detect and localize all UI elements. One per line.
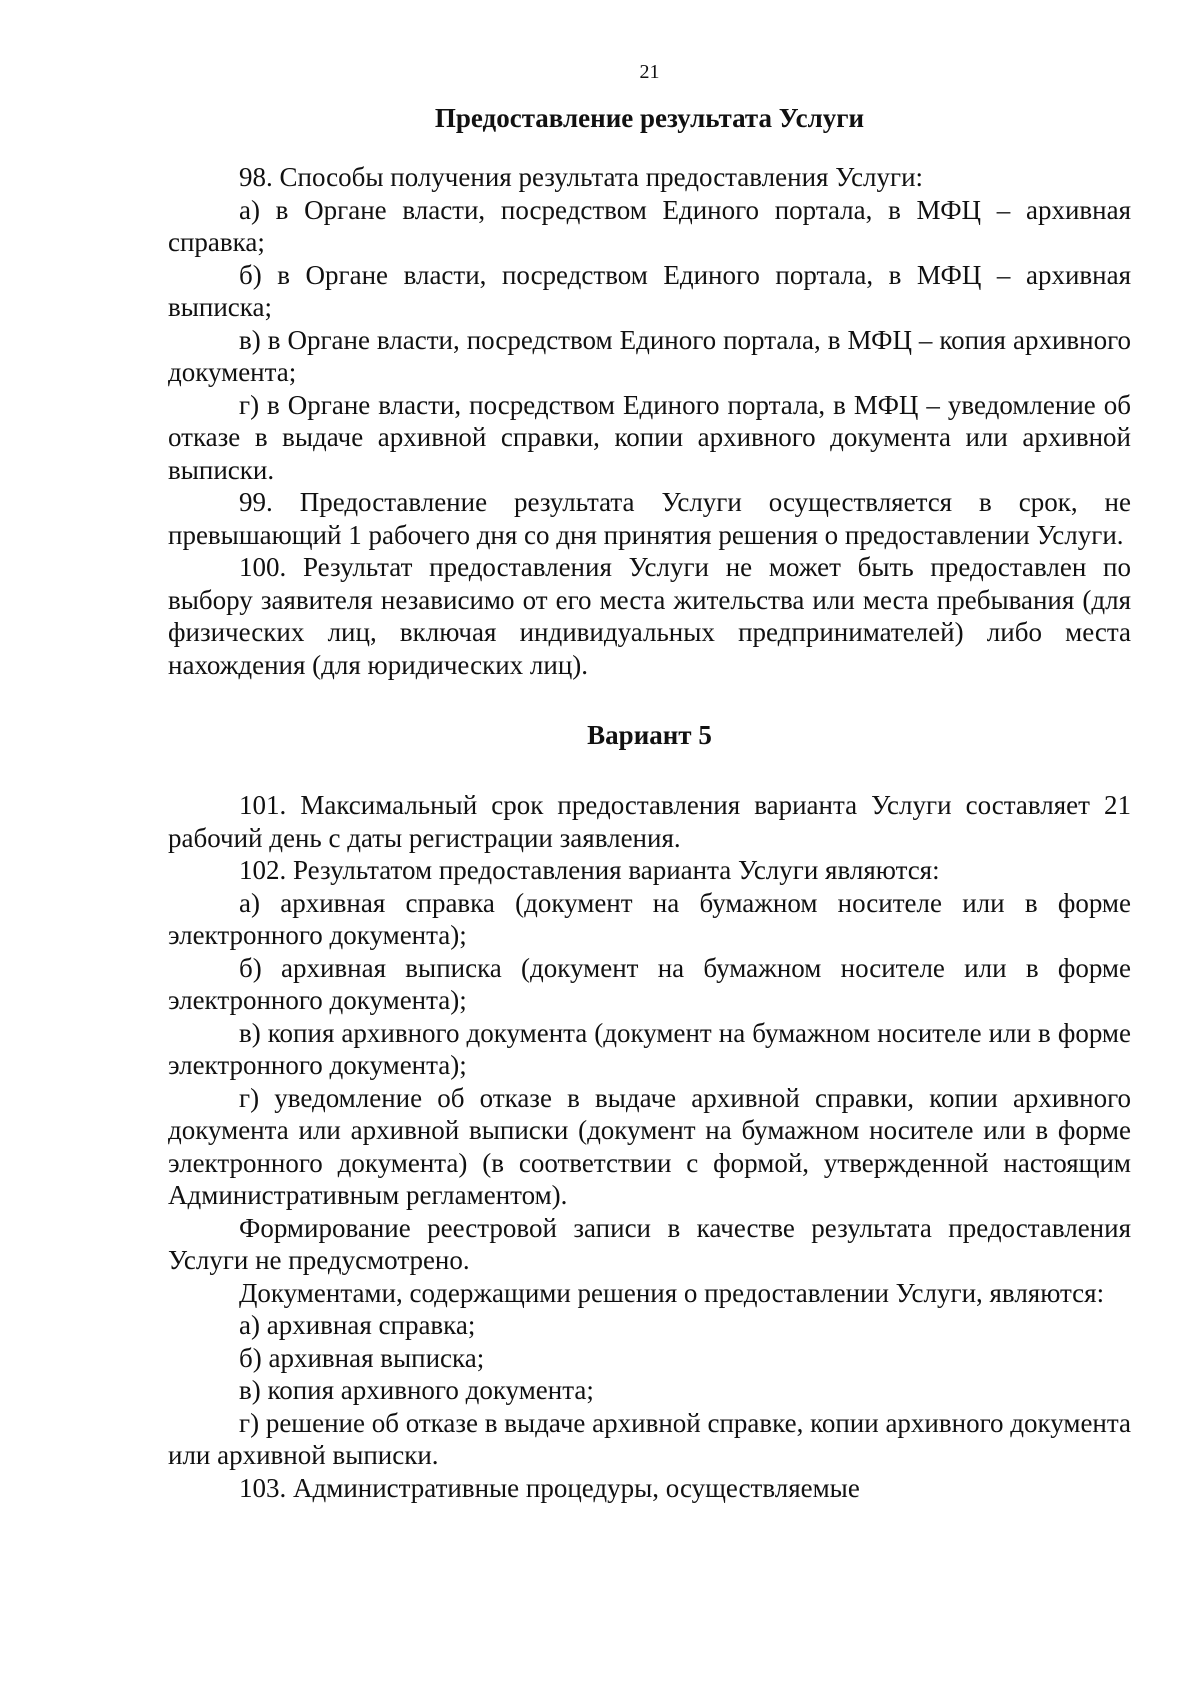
list-item-98b: б) в Органе власти, посредством Единого портала, в МФЦ – архивная выписка;	[168, 259, 1131, 322]
section-heading-variant-5: Вариант 5	[587, 720, 712, 750]
list-item-102a: а) архивная справка (документ на бумажном носителе или в форме электронного документа);	[168, 887, 1131, 950]
list-item-102b: б) архивная выписка (документ на бумажном носителе или в форме электронного документа);	[168, 952, 1131, 1015]
section-heading-result: Предоставление результата Услуги	[434, 103, 865, 133]
paragraph-101: 101. Максимальный срок предоставления варианта Услуги составляет 21 рабочий день с даты регистрации заявления.	[168, 790, 1131, 853]
paragraph-102: 102. Результатом предоставления варианта Услуги являются:	[239, 855, 940, 885]
paragraph-98: 98. Способы получения результата предоставления Услуги:	[239, 162, 924, 192]
list-item-98c: в) в Органе власти, посредством Единого портала, в МФЦ – копия архивного документа;	[168, 324, 1131, 387]
list-item-98d: г) в Органе власти, посредством Единого портала, в МФЦ – уведомление об отказе в выдаче архивной справки, копии архивного документа или архивной выписки.	[168, 389, 1131, 485]
list-item-102c: в) копия архивного документа (документ на бумажном носителе или в форме электронного документа);	[168, 1017, 1131, 1080]
list-item-98a: а) в Органе власти, посредством Единого портала, в МФЦ – архивная справка;	[168, 194, 1131, 257]
list-item-doc-b: б) архивная выписка;	[239, 1342, 485, 1373]
list-item-doc-c: в) копия архивного документа;	[239, 1375, 594, 1405]
list-item-doc-d: г) решение об отказе в выдаче архивной справке, копии архивного документа или архивной выписки.	[168, 1407, 1131, 1470]
paragraph-decision-documents: Документами, содержащими решения о предоставлении Услуги, являются:	[239, 1277, 1105, 1308]
paragraph-103: 103. Административные процедуры, осуществляемые	[239, 1472, 860, 1503]
page-number: 21	[639, 61, 660, 83]
document-page	[168, 60, 1131, 1504]
list-item-doc-a: а) архивная справка;	[239, 1310, 476, 1340]
list-item-102d: г) уведомление об отказе в выдаче архивной справки, копии архивного документа или архивной выписки (документ на бумажном носителе или в форме электронного документа) (в соответствии с формой, утвержденной настоящим Административным регламентом).	[168, 1082, 1131, 1210]
paragraph-100: 100. Результат предоставления Услуги не может быть предоставлен по выбору заявителя независимо от его места жительства или места пребывания (для физических лиц, включая индивидуальных предпринимателей) либо места нахождения (для юридических лиц).	[168, 552, 1131, 680]
paragraph-registry-record: Формирование реестровой записи в качестве результата предоставления Услуги не предусмотрено.	[168, 1212, 1131, 1275]
paragraph-99: 99. Предоставление результата Услуги осуществляется в срок, не превышающий 1 рабочего дня со дня принятия решения о предоставлении Услуги.	[168, 487, 1131, 550]
